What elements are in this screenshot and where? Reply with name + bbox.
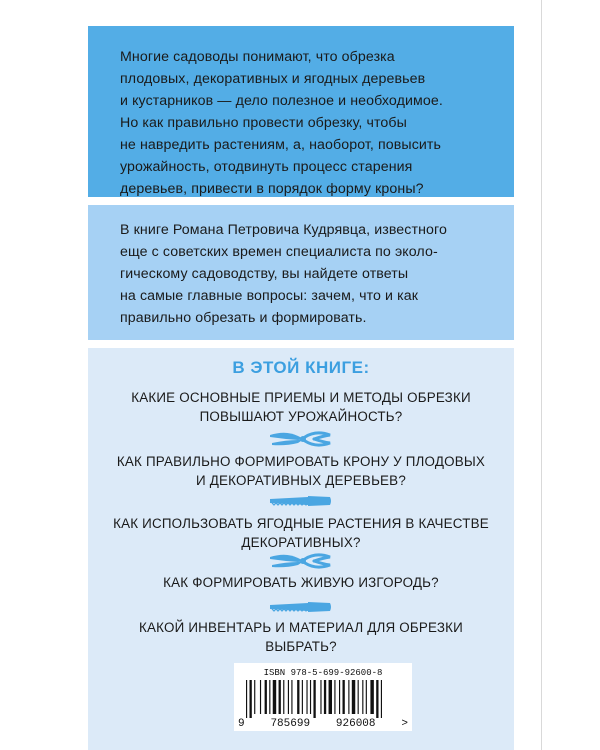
barcode-bar <box>320 680 321 714</box>
barcode-bar <box>366 680 367 714</box>
about-line: В книге Романа Петровича Кудрявца, известного <box>120 222 447 238</box>
barcode-bar <box>306 680 307 714</box>
barcode-bar <box>283 680 284 714</box>
question-item <box>88 514 514 552</box>
isbn-digit-group: > <box>401 718 408 730</box>
spine-edge-line <box>541 0 542 750</box>
barcode-bar <box>343 680 345 714</box>
saw-icon <box>268 490 334 512</box>
intro-line: и кустарников — дело полезное и необходимое. <box>120 93 443 109</box>
isbn-digit-group: 926008 <box>335 718 376 730</box>
isbn-digits <box>234 718 412 730</box>
barcode-bar <box>310 680 311 714</box>
about-line: гическому садоводству, вы найдете ответы <box>120 266 409 282</box>
isbn-digit-group: 785699 <box>270 718 311 730</box>
barcode-bar <box>348 680 349 714</box>
pruning-shears-icon <box>268 550 334 572</box>
barcode-bar <box>334 680 335 714</box>
barcode-bar <box>362 680 363 714</box>
barcode-bar <box>288 680 289 714</box>
barcode-bar <box>358 680 359 714</box>
question-item <box>88 573 514 592</box>
question-line: КАКОЙ ИНВЕНТАРЬ И МАТЕРИАЛ ДЛЯ ОБРЕЗКИ <box>139 620 463 635</box>
question-line: ВЫБРАТЬ? <box>265 639 337 654</box>
barcode-bar <box>324 680 326 714</box>
barcode-bar <box>352 680 355 714</box>
barcode-bar <box>376 680 378 718</box>
barcode-bar <box>273 680 276 714</box>
intro-line: деревьев, привести в порядок форму кроны? <box>120 181 424 197</box>
question-line: КАКИЕ ОСНОВНЫЕ ПРИЕМЫ И МЕТОДЫ ОБРЕЗКИ <box>131 390 471 405</box>
intro-paragraph <box>120 46 484 200</box>
barcode-bar <box>265 680 267 714</box>
barcode-bar <box>297 680 299 714</box>
isbn-digit-group: 9 <box>238 718 245 730</box>
question-line: КАК ФОРМИРОВАТЬ ЖИВУЮ ИЗГОРОДЬ? <box>163 575 439 590</box>
barcode-bar <box>302 680 303 714</box>
intro-line: плодовых, декоративных и ягодных деревьев <box>120 71 426 87</box>
question-item <box>88 388 514 426</box>
barcode-bar <box>269 680 270 714</box>
barcode-bars <box>238 680 408 718</box>
about-line: на самые главные вопросы: зачем, что и как <box>120 288 419 304</box>
barcode-bar <box>254 680 255 714</box>
barcode-bar <box>329 680 332 714</box>
question-line: КАК ИСПОЛЬЗОВАТЬ ЯГОДНЫЕ РАСТЕНИЯ В КАЧЕСТВЕ <box>113 516 489 531</box>
barcode-bar <box>370 680 373 714</box>
about-line: еще с советских времен специалиста по эколо- <box>120 244 438 260</box>
barcode-bar <box>279 680 281 714</box>
intro-line: урожайность, отодвинуть процесс старения <box>120 159 413 175</box>
barcode-bar <box>260 680 261 714</box>
question-line: И ДЕКОРАТИВНЫХ ДЕРЕВЬЕВ? <box>196 473 406 488</box>
barcode-bar <box>313 680 315 718</box>
question-item <box>88 452 514 490</box>
about-line: правильно обрезать и формировать. <box>120 310 367 326</box>
intro-line: Но как правильно провести обрезку, чтобы <box>120 115 407 131</box>
barcode-bar <box>291 680 292 714</box>
isbn-barcode <box>234 663 412 731</box>
barcode-bar <box>339 680 340 714</box>
about-paragraph <box>120 219 484 329</box>
intro-line: не навредить растениям, а, наоборот, повысить <box>120 137 442 153</box>
barcode-bar <box>246 680 247 718</box>
isbn-label: ISBN 978-5-699-92600-8 <box>263 668 383 678</box>
barcode-bar <box>381 680 382 718</box>
intro-line: Многие садоводы понимают, что обрезка <box>120 49 395 65</box>
question-line: ПОВЫШАЮТ УРОЖАЙНОСТЬ? <box>199 409 403 424</box>
section-title: В ЭТОЙ КНИГЕ: <box>232 358 370 377</box>
pruning-shears-icon <box>268 428 334 450</box>
saw-icon <box>268 596 334 618</box>
about-panel <box>88 205 514 340</box>
question-line: КАК ПРАВИЛЬНО ФОРМИРОВАТЬ КРОНУ У ПЛОДОВЫХ <box>116 454 486 469</box>
intro-panel <box>88 26 514 197</box>
question-item <box>88 618 514 656</box>
barcode-bar <box>250 680 252 718</box>
question-line: ДЕКОРАТИВНЫХ? <box>241 535 361 550</box>
